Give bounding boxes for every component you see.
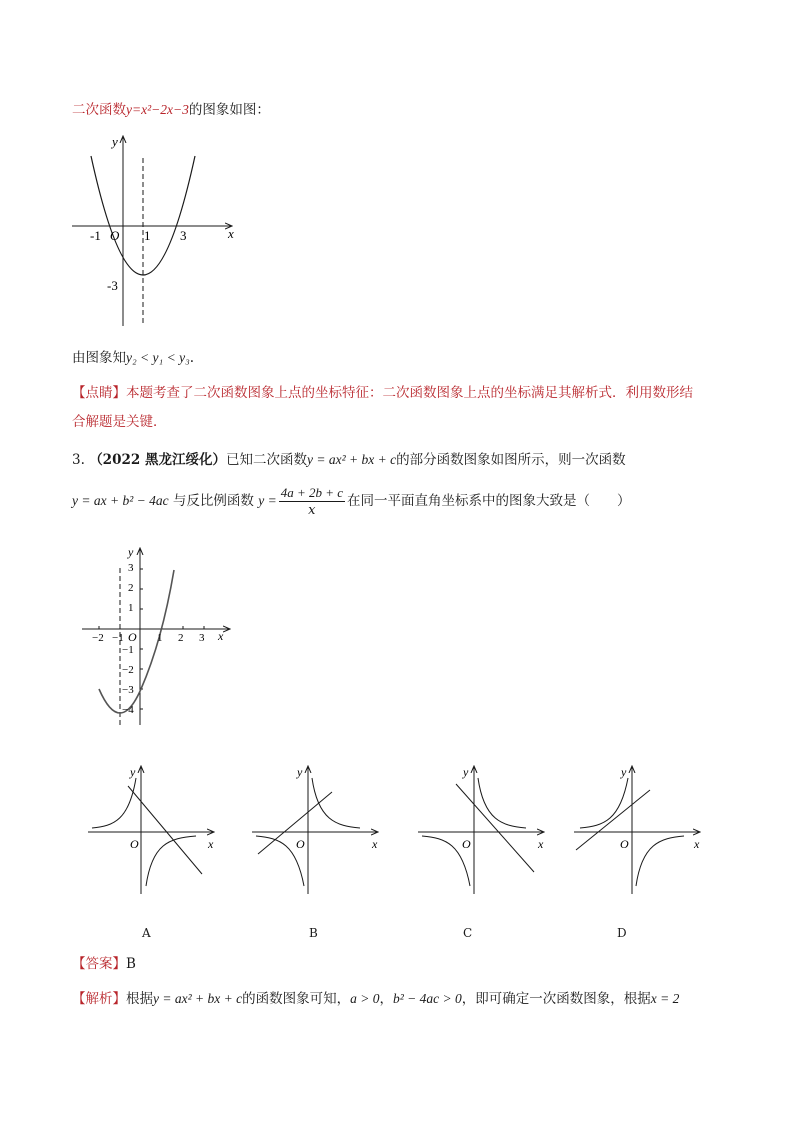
origin-label: O bbox=[620, 837, 629, 851]
question-source: （2022 黑龙江绥化） bbox=[89, 452, 226, 468]
conclusion-formula: y₂ < y₁ < y₃ bbox=[126, 350, 190, 365]
comment-line-1 bbox=[72, 384, 693, 402]
x-axis-label: x bbox=[208, 837, 214, 851]
choice-a-graph bbox=[84, 762, 220, 897]
comment-line-2 bbox=[72, 413, 167, 431]
tick-label-3: 3 bbox=[180, 228, 187, 243]
hyperbola-branch-upper bbox=[92, 778, 136, 828]
comment-text-2: 合解题是关键． bbox=[72, 414, 167, 430]
analysis-line bbox=[72, 990, 679, 1008]
conclusion-line bbox=[72, 349, 194, 367]
answer-tag: 【答案】 bbox=[72, 956, 126, 972]
analysis-formula-1: y = ax² + bx + c bbox=[153, 991, 243, 1006]
conclusion-prefix: 由图象知 bbox=[72, 350, 126, 366]
choice-b-graph bbox=[248, 762, 384, 897]
hyperbola-branch-lower bbox=[146, 836, 196, 886]
y-tick-1: 1 bbox=[128, 602, 134, 614]
hyperbola-branch-upper bbox=[478, 778, 526, 828]
comment-text-1: 本题考查了二次函数图象上点的坐标特征：二次函数图象上点的坐标满足其解析式．利用数形结 bbox=[126, 385, 693, 401]
x-axis-label: x bbox=[218, 629, 224, 643]
choice-label-b: B bbox=[309, 926, 318, 940]
analysis-formula-3: b² − 4ac > 0 bbox=[392, 991, 462, 1006]
question-text-2a: 与反比例函数 bbox=[172, 493, 254, 509]
analysis-text-2: 的函数图象可知， bbox=[242, 991, 351, 1007]
y-tick-neg1: −1 bbox=[122, 644, 134, 656]
y-tick-3: 3 bbox=[128, 562, 134, 574]
question-line-2 bbox=[72, 484, 631, 519]
question-formula-2: y = ax + b² − 4ac bbox=[72, 493, 169, 508]
y-axis-label: y bbox=[112, 134, 118, 149]
tick-label-neg1: -1 bbox=[90, 228, 101, 243]
question-formula-3: y = bbox=[258, 493, 277, 508]
question-formula-1: y = ax² + bx + c bbox=[306, 452, 397, 467]
x-tick-1: 1 bbox=[157, 632, 163, 644]
comment-tag: 【点睛】 bbox=[72, 385, 126, 401]
answer-line bbox=[72, 955, 136, 973]
intro-suffix: 的图象如图： bbox=[188, 102, 270, 118]
hyperbola-branch-lower bbox=[636, 836, 684, 886]
choice-c-graph bbox=[414, 762, 550, 897]
analysis-sep: ， bbox=[379, 991, 393, 1007]
fraction bbox=[279, 484, 345, 519]
conclusion-suffix: . bbox=[189, 350, 195, 366]
y-axis-label: y bbox=[297, 765, 303, 779]
x-axis-label: x bbox=[538, 837, 544, 851]
origin-label: O bbox=[128, 630, 137, 644]
quadratic-graph bbox=[78, 540, 238, 730]
intro-line bbox=[72, 101, 270, 119]
fraction-numerator: 4a + 2b + c bbox=[280, 485, 344, 500]
tick-label-neg3: -3 bbox=[107, 278, 118, 293]
question-text-1b: 的部分函数图象如图所示，则一次函数 bbox=[396, 452, 626, 468]
origin-label: O bbox=[110, 228, 120, 243]
x-axis-label: x bbox=[694, 837, 700, 851]
choice-label-a: A bbox=[142, 926, 151, 940]
y-tick-neg3: −3 bbox=[122, 684, 134, 696]
choice-d-graph bbox=[570, 762, 706, 897]
intro-prefix: 二次函数 bbox=[72, 102, 126, 118]
y-axis-label: y bbox=[130, 765, 136, 779]
parabola-graph bbox=[60, 128, 250, 333]
x-axis-label: x bbox=[372, 837, 378, 851]
intro-formula: y=x²−2x−3 bbox=[126, 102, 189, 117]
y-tick-neg4: −4 bbox=[122, 704, 134, 716]
tick-label-1: 1 bbox=[144, 228, 151, 243]
linear-line bbox=[576, 790, 650, 850]
x-axis-label: x bbox=[228, 226, 234, 241]
question-number: 3. bbox=[72, 452, 85, 468]
answer-value: B bbox=[126, 956, 136, 972]
fraction-denominator: x bbox=[308, 503, 316, 518]
linear-line bbox=[128, 786, 202, 874]
hyperbola-branch-upper bbox=[580, 778, 628, 828]
y-axis-label: y bbox=[463, 765, 469, 779]
origin-label: O bbox=[130, 837, 139, 851]
question-text-1a: 已知二次函数 bbox=[225, 452, 307, 468]
analysis-text-3: ，即可确定一次函数图象，根据 bbox=[461, 991, 651, 1007]
analysis-text-1: 根据 bbox=[126, 991, 153, 1007]
y-tick-2: 2 bbox=[128, 582, 134, 594]
question-text-2b: 在同一平面直角坐标系中的图象大致是（ ） bbox=[347, 493, 631, 509]
origin-label: O bbox=[462, 837, 471, 851]
x-tick-neg2: −2 bbox=[92, 632, 104, 644]
y-axis-label: y bbox=[128, 545, 134, 559]
x-tick-2: 2 bbox=[178, 632, 184, 644]
y-tick-neg2: −2 bbox=[122, 664, 134, 676]
analysis-tag: 【解析】 bbox=[72, 991, 126, 1007]
x-tick-neg1: −1 bbox=[112, 632, 124, 644]
analysis-formula-4: x = 2 bbox=[650, 991, 680, 1006]
y-axis-label: y bbox=[621, 765, 627, 779]
x-tick-3: 3 bbox=[199, 632, 205, 644]
analysis-formula-2: a > 0 bbox=[350, 991, 380, 1006]
linear-line bbox=[258, 792, 332, 854]
question-line-1 bbox=[72, 451, 626, 469]
choice-label-d: D bbox=[617, 926, 627, 940]
choice-label-c: C bbox=[463, 926, 473, 940]
origin-label: O bbox=[296, 837, 305, 851]
